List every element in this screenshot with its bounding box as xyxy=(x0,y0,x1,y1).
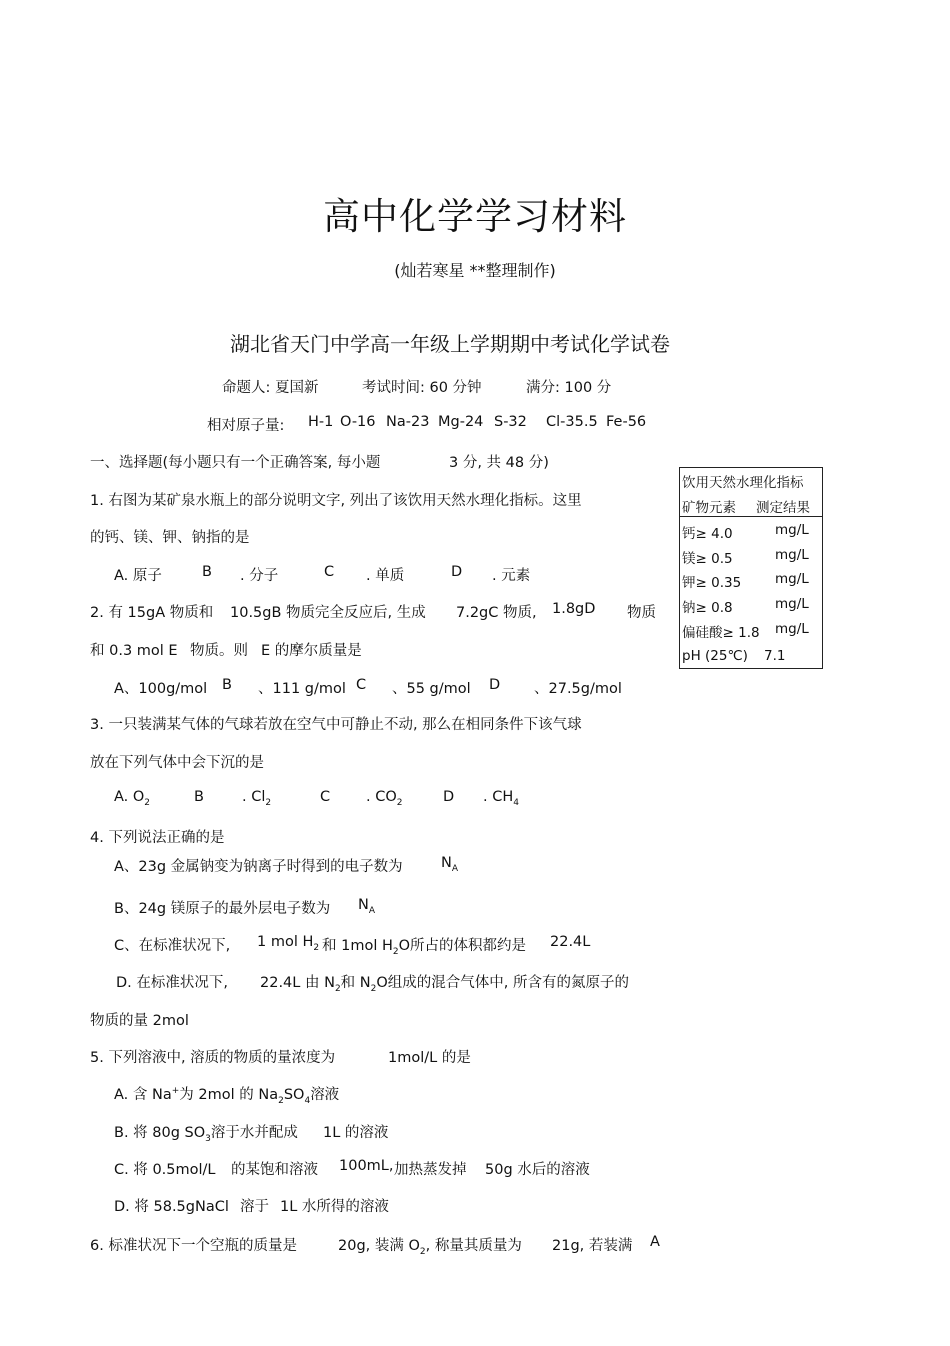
mineral-row-calcium: 钙≥ 4.0 xyxy=(682,526,733,542)
exam-score: 满分: 100 分 xyxy=(526,380,612,396)
q6-line1a: 6. 标准状况下一个空瓶的质量是 xyxy=(90,1238,297,1254)
q4-option-d-line2: 物质的量 2mol xyxy=(90,1013,189,1029)
q2-option-b: 、111 g/mol xyxy=(258,681,346,697)
section1-heading: 一、选择题(每小题只有一个正确答案, 每小题 xyxy=(90,455,381,471)
q1-option-b: . 分子 xyxy=(240,568,279,584)
q2-line1a: 2. 有 15gA 物质和 xyxy=(90,605,214,621)
q5-option-d3: 1L 水所得的溶液 xyxy=(280,1199,389,1215)
q1-option-d: . 元素 xyxy=(492,568,531,584)
q2-option-a: A、100g/mol xyxy=(114,681,208,697)
q4-option-c3: 和 1mol $H_2O$所占的体积都约是 xyxy=(322,938,527,957)
q4-option-b: B、24g 镁原子的最外层电子数为 xyxy=(114,901,331,917)
atomic-mass-o: O-16 xyxy=(340,414,376,430)
exam-author: 命题人: 夏国新 xyxy=(222,380,319,396)
q6-line1e: A xyxy=(650,1234,660,1250)
q1-option-d-letter: D xyxy=(451,564,463,580)
atomic-mass-h: H-1 xyxy=(308,414,334,430)
q3-option-d-letter: D xyxy=(443,789,455,805)
mineral-table-col2: 测定结果 xyxy=(756,500,810,516)
q1-option-c: . 单质 xyxy=(366,568,405,584)
atomic-mass-s: S-32 xyxy=(494,414,527,430)
q3-option-c: . $CO_2$ xyxy=(366,789,403,808)
mineral-row-magnesium: 镁≥ 0.5 xyxy=(682,551,733,567)
mineral-table-title: 饮用天然水理化指标 xyxy=(682,475,804,491)
mineral-row-sodium: 钠≥ 0.8 xyxy=(682,600,733,616)
material-subtitle: (灿若寒星 **整理制作) xyxy=(394,261,556,280)
q4-option-c2: 1 mol $H_2$ xyxy=(257,934,320,953)
q3-option-d: . $CH_4$ xyxy=(483,789,519,808)
q2-option-c-letter: C xyxy=(356,677,367,693)
q3-option-b: . $Cl_2$ xyxy=(242,789,272,808)
q6-line1b: 20g, 装满 $O_2$, 称量其质量为 xyxy=(338,1238,522,1257)
q6-line1d: 21g, 若装满 xyxy=(552,1238,633,1254)
mineral-row-magnesium-unit: mg/L xyxy=(775,547,809,563)
q4-option-d1: D. 在标准状况下, xyxy=(116,975,228,991)
mineral-row-metasilicic-unit: mg/L xyxy=(775,621,809,637)
mineral-row-potassium-unit: mg/L xyxy=(775,571,809,587)
q2-line2c: E 的摩尔质量是 xyxy=(261,643,362,659)
atomic-mass-fe: Fe-56 xyxy=(606,414,647,430)
q2-option-b-letter: B xyxy=(222,677,232,693)
q2-line1b: 10.5gB 物质完全反应后, 生成 xyxy=(230,605,426,621)
q3-option-b-letter: B xyxy=(194,789,204,805)
q4-option-c1: C、在标准状况下, xyxy=(114,938,231,954)
q2-option-d: 、27.5g/mol xyxy=(534,681,622,697)
material-title: 高中化学学习材料 xyxy=(323,195,627,238)
q5-option-d2: 溶于 xyxy=(240,1199,269,1215)
atomic-mass-label: 相对原子量: xyxy=(207,418,285,434)
q4-option-c5: 22.4L xyxy=(550,934,591,950)
q3-line2: 放在下列气体中会下沉的是 xyxy=(90,755,264,771)
q1-option-b-letter: B xyxy=(202,564,212,580)
q4-option-a: A、23g 金属钠变为钠离子时得到的电子数为 xyxy=(114,859,403,875)
mineral-table-col1: 矿物元素 xyxy=(682,500,736,516)
q4-line1: 4. 下列说法正确的是 xyxy=(90,830,225,846)
mineral-row-calcium-unit: mg/L xyxy=(775,522,809,538)
mineral-row-ph-value: 7.1 xyxy=(764,648,786,664)
q5-option-b3: 1L 的溶液 xyxy=(323,1125,389,1141)
q4-option-d2: 22.4L 由 $N_2$和 $N_2O$组成的混合气体中, 所含有的氮原子的 xyxy=(260,975,630,994)
mineral-row-metasilicic: 偏硅酸≥ 1.8 xyxy=(682,625,760,641)
mineral-row-ph: pH (25℃) xyxy=(682,648,748,664)
q5-line1: 5. 下列溶液中, 溶质的物质的量浓度为 xyxy=(90,1050,336,1066)
q5-option-c1: C. 将 0.5mol/L xyxy=(114,1162,216,1178)
exam-title: 湖北省天门中学高一年级上学期期中考试化学试卷 xyxy=(230,332,670,356)
mineral-row-potassium: 钾≥ 0.35 xyxy=(682,575,742,591)
q2-option-d-letter: D xyxy=(489,677,501,693)
q5-option-c2: 的某饱和溶液 xyxy=(231,1162,318,1178)
q5-option-c3: 100mL, xyxy=(339,1158,394,1174)
q1-line2: 的钙、镁、钾、钠指的是 xyxy=(90,530,250,546)
mineral-row-sodium-unit: mg/L xyxy=(775,596,809,612)
q2-line2b: 物质。则 xyxy=(190,643,248,659)
q5-option-c4: 加热蒸发掉 xyxy=(394,1162,467,1178)
q2-line1e: 物质 xyxy=(627,605,656,621)
exam-time: 考试时间: 60 分钟 xyxy=(362,380,482,396)
q2-line2: 和 0.3 mol E xyxy=(90,643,178,659)
q1-option-c-letter: C xyxy=(324,564,335,580)
q3-option-c-letter: C xyxy=(320,789,331,805)
q2-line1c: 7.2gC 物质, xyxy=(456,605,537,621)
q1-option-a: A. 原子 xyxy=(114,568,162,584)
atomic-mass-mg: Mg-24 xyxy=(438,414,484,430)
atomic-mass-na: Na-23 xyxy=(386,414,430,430)
q3-option-a: A. $O_2$ xyxy=(114,789,151,808)
mineral-table-divider xyxy=(680,516,822,517)
q2-option-c: 、55 g/mol xyxy=(392,681,471,697)
q5-option-b1: B. 将 80g $SO_3$溶于水并配成 xyxy=(114,1125,298,1144)
q4-option-a-tail: $N_A$ xyxy=(441,855,459,874)
q4-option-b-tail: $N_A$ xyxy=(358,897,376,916)
q5-line1b: 1mol/L 的是 xyxy=(388,1050,471,1066)
q5-option-c5: 50g 水后的溶液 xyxy=(485,1162,590,1178)
atomic-mass-cl: Cl-35.5 xyxy=(546,414,598,430)
q3-line1: 3. 一只装满某气体的气球若放在空气中可静止不动, 那么在相同条件下该气球 xyxy=(90,717,582,733)
mineral-table xyxy=(679,467,823,669)
q1-line1: 1. 右图为某矿泉水瓶上的部分说明文字, 列出了该饮用天然水理化指标。这里 xyxy=(90,493,582,509)
section1-heading-tail: 3 分, 共 48 分) xyxy=(449,455,549,471)
q2-line1d: 1.8gD xyxy=(552,601,596,617)
q5-option-d1: D. 将 58.5gNaCl xyxy=(114,1199,229,1215)
q5-option-a: A. 含 Na+为 2mol 的 $Na_2SO_4$溶液 xyxy=(114,1086,340,1106)
